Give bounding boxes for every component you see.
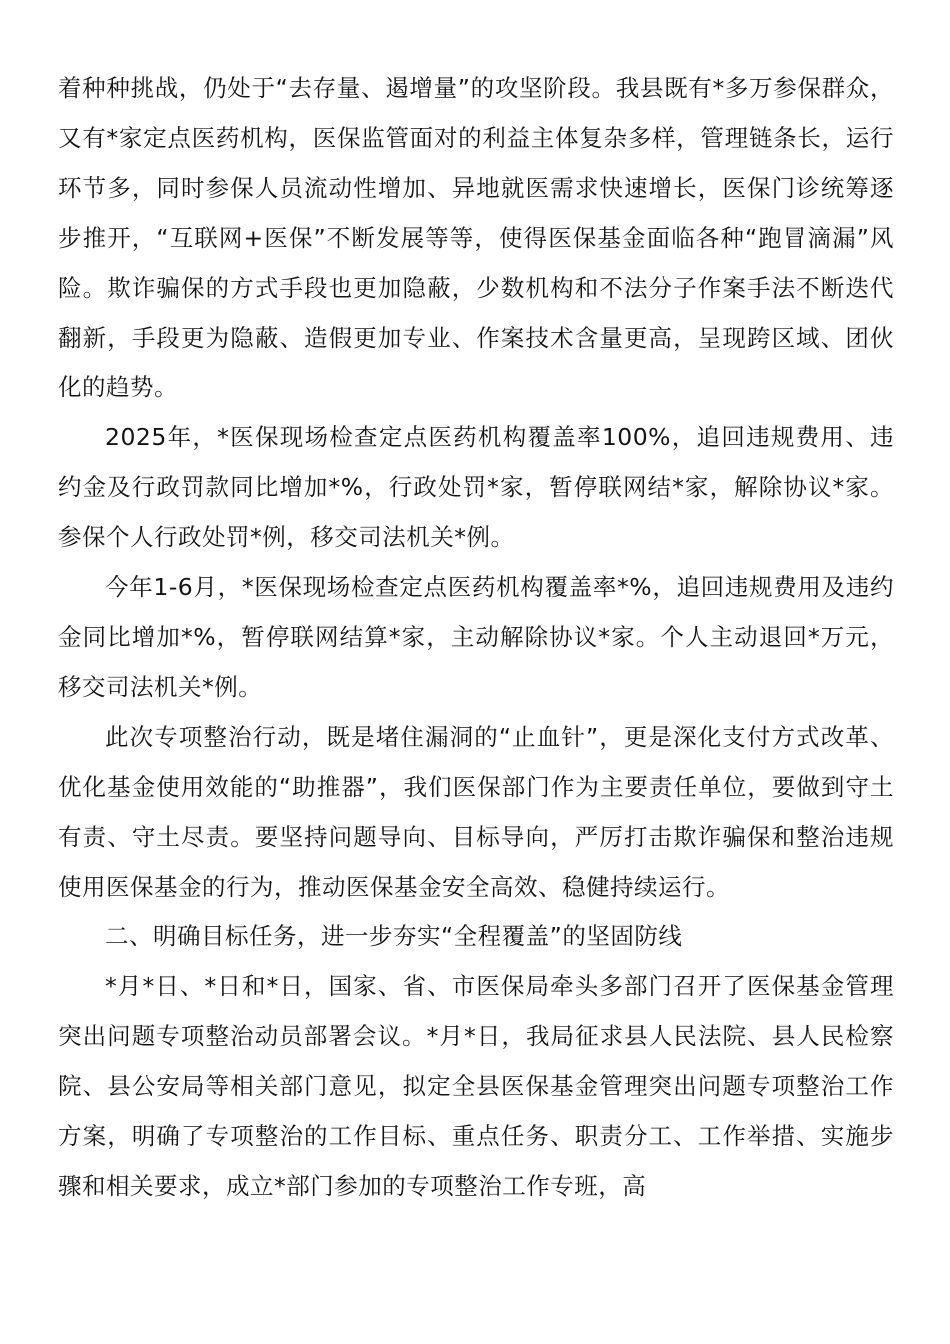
paragraph-continued: 着种种挑战，仍处于“去存量、遏增量”的攻坚阶段。我县既有*多万参保群众，又有*家定点医药机构，医保监管面对的利益主体复杂多样，管理链条长，运行环节多，同时参保人员流动性增加、异地就医需求快速增长，医保门诊统筹逐步推开，“互联网+医保”不断发展等等，使得医保基金面临各种“跑冒滴漏”风险。欺诈骗保的方式手段也更加隐蔽，少数机构和不法分子作案手法不断迭代翻新，手段更为隐蔽、造假更加专业、作案技术含量更高，呈现跨区域、团伙化的趋势。 <box>58 74 894 402</box>
section-heading-2: 二、明确目标任务，进一步夯实“全程覆盖”的坚固防线 <box>105 922 683 951</box>
paragraph-2025-statistics: 2025年，*医保现场检查定点医药机构覆盖率100%，追回违规费用、违约金及行政罚款同比增加*%，行政处罚*家，暂停联网结*家，解除协议*家。参保个人行政处罚*例，移交司法机关*例。 <box>58 423 894 552</box>
paragraph-campaign-purpose: 此次专项整治行动，既是堵住漏洞的“止血针”，更是深化支付方式改革、优化基金使用效能的“助推器”，我们医保部门作为主要责任单位，要做到守土有责、守土尽责。要坚持问题导向、目标导向，严厉打击欺诈骗保和整治违规使用医保基金的行为，推动医保基金安全高效、稳健持续运行。 <box>58 722 894 901</box>
paragraph-meeting-deployment: *月*日、*日和*日，国家、省、市医保局牵头多部门召开了医保基金管理突出问题专项整治动员部署会议。*月*日，我局征求县人民法院、县人民检察院、县公安局等相关部门意见，拟定全县医保基金管理突出问题专项整治工作方案，明确了专项整治的工作目标、重点任务、职责分工、工作举措、实施步骤和相关要求，成立*部门参加的专项整治工作专班，高 <box>58 972 894 1200</box>
document-body <box>58 64 894 1212</box>
paragraph-jan-jun-statistics: 今年1-6月，*医保现场检查定点医药机构覆盖率*%，追回违规费用及违约金同比增加*%，暂停联网结算*家，主动解除协议*家。个人主动退回*万元，移交司法机关*例。 <box>58 573 894 701</box>
